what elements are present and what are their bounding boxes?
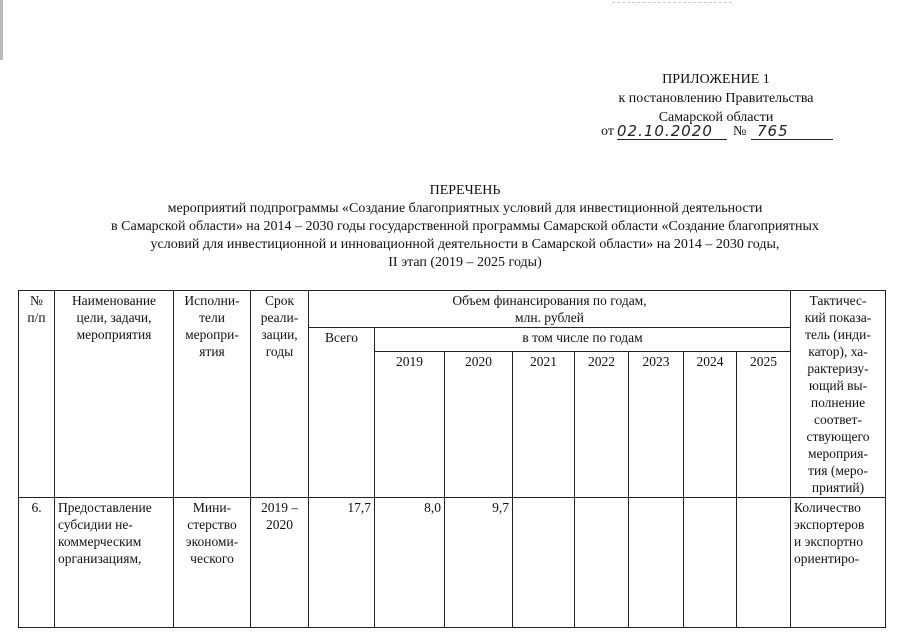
- number-underline: [751, 122, 833, 140]
- appendix-title: ПРИЛОЖЕНИЕ 1: [662, 72, 770, 87]
- appendix-line2: Самарской области: [658, 110, 774, 125]
- document-heading: [40, 182, 890, 272]
- row-value: [684, 498, 737, 628]
- measures-table: [18, 290, 886, 628]
- header-year: 2020: [445, 352, 513, 498]
- row-term: 2019 – 2020: [251, 498, 309, 628]
- heading-line1: мероприятий подпрограммы «Создание благоприятных условий для инвестиционной деятельности: [167, 201, 763, 216]
- header-year: 2021: [513, 352, 575, 498]
- header-year: 2024: [684, 352, 737, 498]
- heading-line2: в Самарской области» на 2014 – 2030 годы государственной программы Самарской области «Создание благоприятных: [111, 219, 819, 234]
- header-indicator: Тактичес- кий показа- тель (инди- катор), ха- рактеризу- ющий вы- полнение соответ- ствующего мероприя- тия (меро- приятий): [791, 291, 886, 498]
- header-year: 2023: [629, 352, 684, 498]
- heading-line4: II этап (2019 – 2025 годы): [388, 255, 542, 270]
- row-value: [737, 498, 791, 628]
- header-num: № п/п: [19, 291, 55, 498]
- header-total: Всего: [309, 328, 375, 498]
- row-value: 9,7: [445, 498, 513, 628]
- date-prefix: от: [601, 124, 614, 139]
- appendix-date-line: [601, 122, 833, 142]
- row-value: 8,0: [375, 498, 445, 628]
- row-num: 6.: [19, 498, 55, 628]
- scan-artifact-line: [612, 2, 732, 4]
- header-funding: Объем финансирования по годам, млн. рублей: [309, 291, 791, 328]
- row-value: [629, 498, 684, 628]
- heading-title: ПЕРЕЧЕНЬ: [429, 183, 501, 198]
- appendix-line1: к постановлению Правительства: [618, 91, 814, 106]
- header-year: 2025: [737, 352, 791, 498]
- heading-line3: условий для инвестиционной и инновационной деятельности в Самарской области» на 2014 – 2030 годы,: [150, 237, 780, 252]
- number-handwritten: 765: [757, 122, 789, 140]
- row-name: Предоставление субсидии не- коммерческим организациям,: [55, 498, 174, 628]
- header-incl-years: в том числе по годам: [375, 328, 791, 352]
- row-value: [513, 498, 575, 628]
- appendix-block: [600, 70, 832, 127]
- date-underline: [617, 122, 727, 140]
- header-year: 2019: [375, 352, 445, 498]
- header-term: Срок реали- зации, годы: [251, 291, 309, 498]
- row-executor: Мини- стерство экономи- ческого: [174, 498, 251, 628]
- row-total: 17,7: [309, 498, 375, 628]
- date-handwritten: 02.10.2020: [617, 122, 713, 140]
- scan-edge-mark: [0, 0, 3, 60]
- row-indicator: Количество экспортеров и экспортно ориентиро-: [791, 498, 886, 628]
- row-value: [575, 498, 629, 628]
- table-row: [19, 498, 886, 628]
- header-year: 2022: [575, 352, 629, 498]
- header-name: Наименование цели, задачи, мероприятия: [55, 291, 174, 498]
- number-prefix: №: [733, 124, 747, 139]
- header-executors: Исполни- тели меропри- ятия: [174, 291, 251, 498]
